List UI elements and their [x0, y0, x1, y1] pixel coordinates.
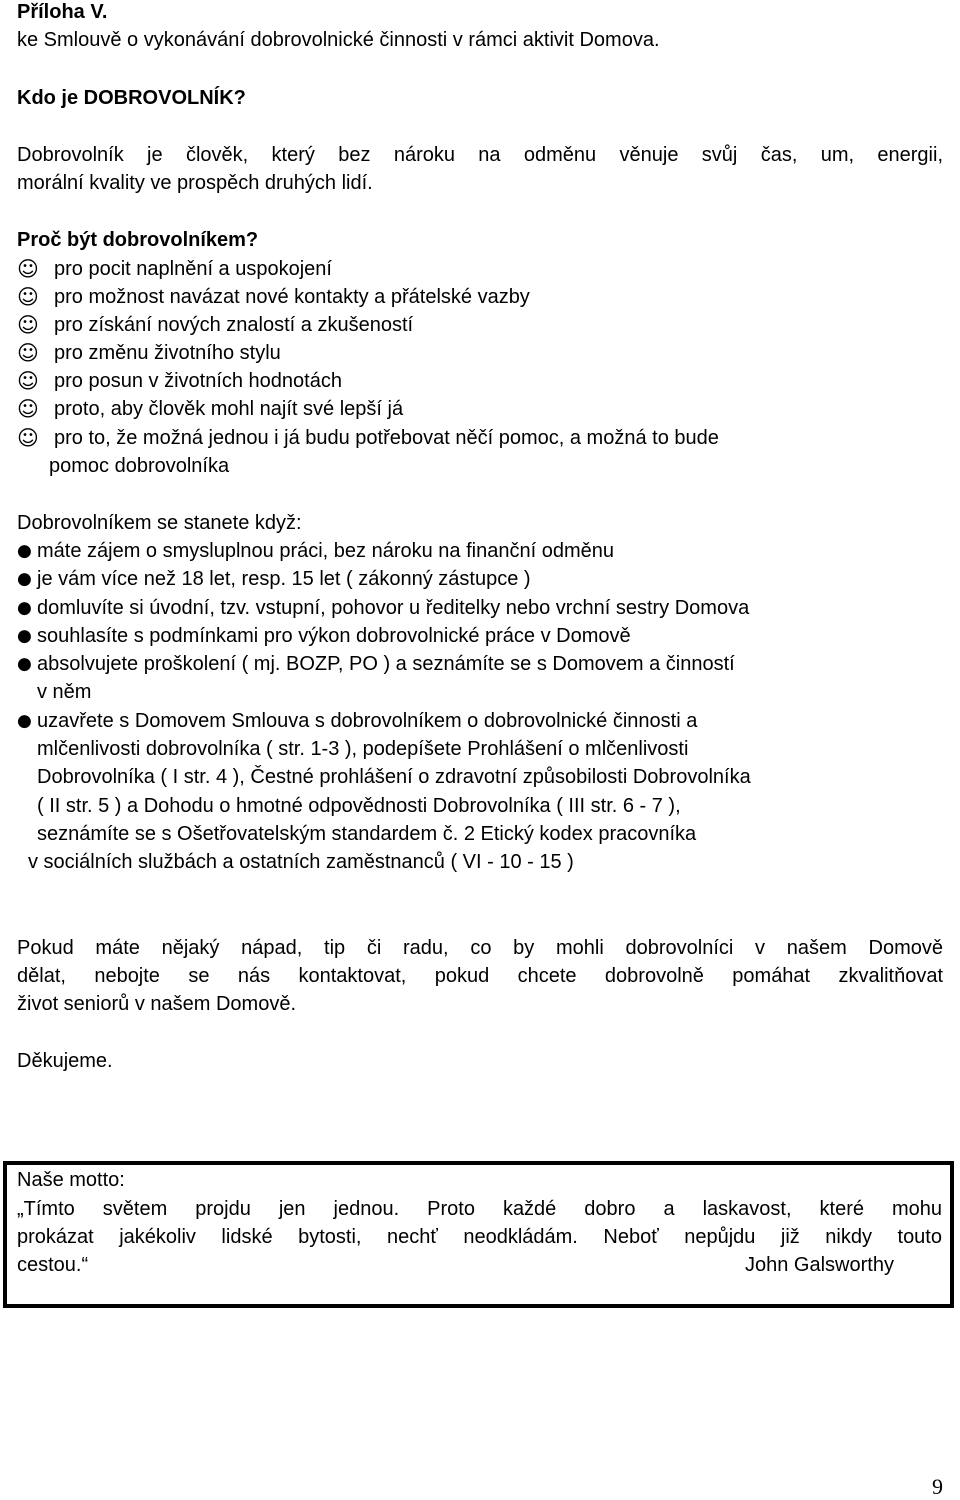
bullet-dot-icon: ● [17, 569, 32, 589]
motto-quote-line-3: cestou.“ [17, 1254, 89, 1276]
become-heading: Dobrovolníkem se stanete když: [17, 512, 302, 534]
bullet-dot-icon: ● [17, 654, 32, 674]
smiley-icon: ☺ [17, 426, 39, 450]
thanks-text: Děkujeme. [17, 1050, 113, 1072]
who-definition-line-2: morální kvality ve prospěch druhých lidí. [17, 172, 373, 194]
smiley-icon: ☺ [17, 313, 39, 337]
idea-paragraph-line-1: Pokud máte nějaký nápad, tip či radu, co by mohli dobrovolníci v našem Domově [17, 937, 943, 959]
attachment-subtitle: ke Smlouvě o vykonávání dobrovolnické činnosti v rámci aktivit Domova. [17, 29, 660, 51]
why-item: proto, aby člověk mohl najít své lepší já [54, 398, 404, 420]
why-item: pro to, že možná jednou i já budu potřebovat něčí pomoc, a možná to bude [54, 427, 719, 449]
why-heading: Proč být dobrovolníkem? [17, 229, 259, 251]
become-item-continuation: mlčenlivosti dobrovolníka ( str. 1-3 ), podepíšete Prohlášení o mlčenlivosti [37, 738, 689, 760]
smiley-icon: ☺ [17, 397, 39, 421]
bullet-dot-icon: ● [17, 711, 32, 731]
become-item: máte zájem o smysluplnou práci, bez nároku na finanční odměnu [37, 540, 614, 562]
why-item: pro získání nových znalostí a zkušeností [54, 314, 414, 336]
become-item-continuation: Dobrovolníka ( I str. 4 ), Čestné prohlášení o zdravotní způsobilosti Dobrovolníka [37, 766, 751, 788]
become-item-continuation: seznámíte se s Ošetřovatelským standardem č. 2 Etický kodex pracovníka [37, 823, 697, 845]
become-item-continuation: v něm [37, 681, 92, 703]
bullet-dot-icon: ● [17, 541, 32, 561]
why-item-continuation: pomoc dobrovolníka [49, 455, 230, 477]
who-definition-line-1: Dobrovolník je člověk, který bez nároku na odměnu věnuje svůj čas, um, energii, [17, 144, 943, 166]
motto-heading: Naše motto: [17, 1169, 125, 1191]
motto-quote-line-2: prokázat jakékoliv lidské bytosti, nechť neodkládám. Neboť nepůjdu již nikdy touto [17, 1226, 942, 1248]
motto-quote-line-1: „Tímto světem projdu jen jednou. Proto každé dobro a laskavost, které mohu [17, 1198, 942, 1220]
why-item: pro pocit naplnění a uspokojení [54, 258, 332, 280]
become-item: absolvujete proškolení ( mj. BOZP, PO ) a seznámíte se s Domovem a činností [37, 653, 735, 675]
become-item-continuation: ( II str. 5 ) a Dohodu o hmotné odpovědnosti Dobrovolníka ( III str. 6 - 7 ), [37, 795, 681, 817]
become-item: souhlasíte s podmínkami pro výkon dobrovolnické práce v Domově [37, 625, 631, 647]
smiley-icon: ☺ [17, 257, 39, 281]
who-heading: Kdo je DOBROVOLNÍK? [17, 87, 246, 109]
motto-author: John Galsworthy [745, 1254, 894, 1276]
idea-paragraph-line-3: život seniorů v našem Domově. [17, 993, 297, 1015]
bullet-dot-icon: ● [17, 598, 32, 618]
idea-paragraph-line-2: dělat, nebojte se nás kontaktovat, pokud chcete dobrovolně pomáhat zkvalitňovat [17, 965, 943, 987]
why-item: pro možnost navázat nové kontakty a přátelské vazby [54, 286, 530, 308]
become-item: je vám více než 18 let, resp. 15 let ( zákonný zástupce ) [37, 568, 531, 590]
bullet-dot-icon: ● [17, 626, 32, 646]
smiley-icon: ☺ [17, 369, 39, 393]
attachment-title: Příloha V. [17, 1, 108, 23]
become-item: uzavřete s Domovem Smlouva s dobrovolníkem o dobrovolnické činnosti a [37, 710, 698, 732]
smiley-icon: ☺ [17, 341, 39, 365]
page-number: 9 [932, 1474, 943, 1499]
why-item: pro posun v životních hodnotách [54, 370, 342, 392]
smiley-icon: ☺ [17, 285, 39, 309]
become-item: domluvíte si úvodní, tzv. vstupní, pohovor u ředitelky nebo vrchní sestry Domova [37, 597, 750, 619]
why-item: pro změnu životního stylu [54, 342, 281, 364]
become-item-continuation: v sociálních službách a ostatních zaměstnanců ( VI - 10 - 15 ) [28, 851, 574, 873]
